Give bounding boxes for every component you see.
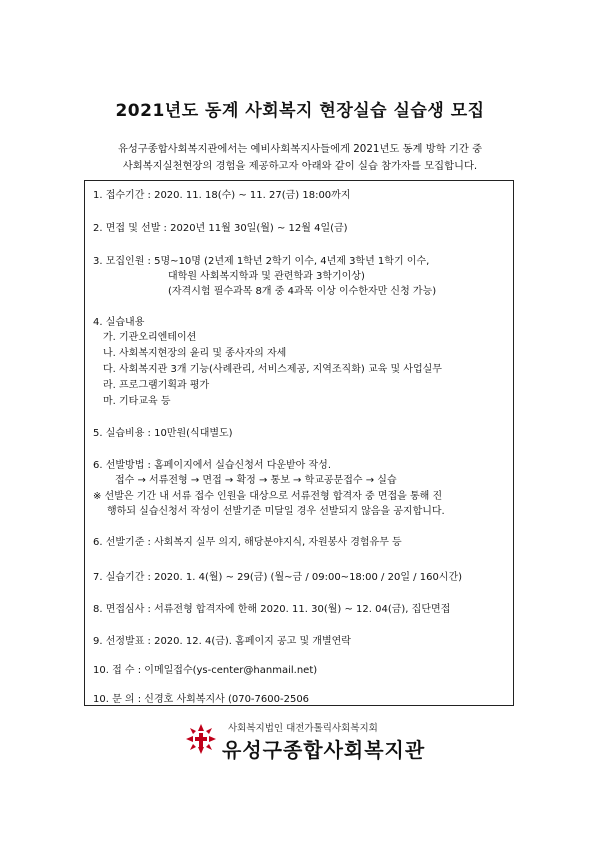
item-content-d: 라. 프로그램기획과 평가 [103, 380, 210, 391]
footer-organization: 사회복지법인 대전가톨릭사회복지회 [228, 723, 378, 734]
item-content-e: 마. 기타교육 등 [103, 396, 171, 407]
intro-line-1: 유성구종합사회복지관에서는 예비사회복지사들에게 2021년도 동계 방학 기간 중 [117, 143, 483, 155]
item-contact: 10. 문 의 : 신경호 사회복지사 (070-7600-2506 [93, 694, 310, 705]
footer-center-name: 유성구종합사회복지관 [222, 738, 426, 762]
item-content-c: 다. 사회복지관 3개 기능(사례관리, 서비스제공, 지역조직화) 교육 및 사업실무 [103, 364, 442, 375]
item-content-a: 가. 기관오리엔테이션 [103, 332, 197, 343]
item-practice-period: 7. 실습기간 : 2020. 1. 4(월) ~ 29(금) (월~금 / 09:00~18:00 / 20일 / 160시간) [93, 572, 463, 583]
item-application-period: 1. 접수기간 : 2020. 11. 18(수) ~ 11. 27(금) 18:00까지 [93, 190, 351, 201]
item-cost: 5. 실습비용 : 10만원(식대별도) [93, 428, 233, 439]
item-content-b: 나. 사회복지현장의 윤리 및 종사자의 자세 [103, 348, 287, 359]
intro-line-2: 사회복지실천현장의 경험을 제공하고자 아래와 같이 실습 참가자를 모집합니다. [122, 160, 478, 172]
item-method-note-2: 행하되 실습신청서 작성이 선발기준 미달일 경우 선발되지 않음을 공지합니다. [107, 506, 445, 517]
item-recruit-count: 3. 모집인원 : 5명~10명 (2년제 1학년 2학기 이수, 4년제 3학년 1학기 이수, [93, 256, 430, 267]
item-recruit-count-line2: 대학원 사회복지학과 및 관련학과 3학기이상) [168, 271, 365, 282]
item-interview: 8. 면접심사 : 서류전형 합격자에 한해 2020. 11. 30(월) ~ 12. 04(금), 집단면접 [93, 604, 451, 615]
item-submission: 10. 접 수 : 이메일접수(ys-center@hanmail.net) [93, 665, 318, 676]
details-box [84, 180, 514, 706]
item-criteria: 6. 선발기준 : 사회복지 실무 의지, 해당분야지식, 자원봉사 경험유무 등 [93, 537, 402, 548]
item-method-note: ※ 선발은 기간 내 서류 접수 인원을 대상으로 서류전형 합격자 중 면접을 통해 진 [93, 491, 443, 502]
item-content: 4. 실습내용 [93, 317, 145, 328]
item-method-flow: 접수 → 서류전형 → 면접 → 확정 → 통보 → 학교공문접수 → 실습 [115, 475, 397, 486]
intro-paragraph [60, 141, 540, 175]
caritas-logo-icon [184, 722, 218, 756]
item-recruit-count-line3: (자격시험 필수과목 8개 중 4과목 이상 이수한자만 신청 가능) [168, 286, 437, 297]
item-announcement: 9. 선정발표 : 2020. 12. 4(금). 홈페이지 공고 및 개별연락 [93, 636, 351, 647]
page-title: 2021년도 동계 사회복지 현장실습 실습생 모집 [115, 101, 485, 121]
item-interview-selection: 2. 면접 및 선발 : 2020년 11월 30일(월) ~ 12월 4일(금) [93, 223, 348, 234]
item-method: 6. 선발방법 : 홈페이지에서 실습신청서 다운받아 작성. [93, 460, 332, 471]
